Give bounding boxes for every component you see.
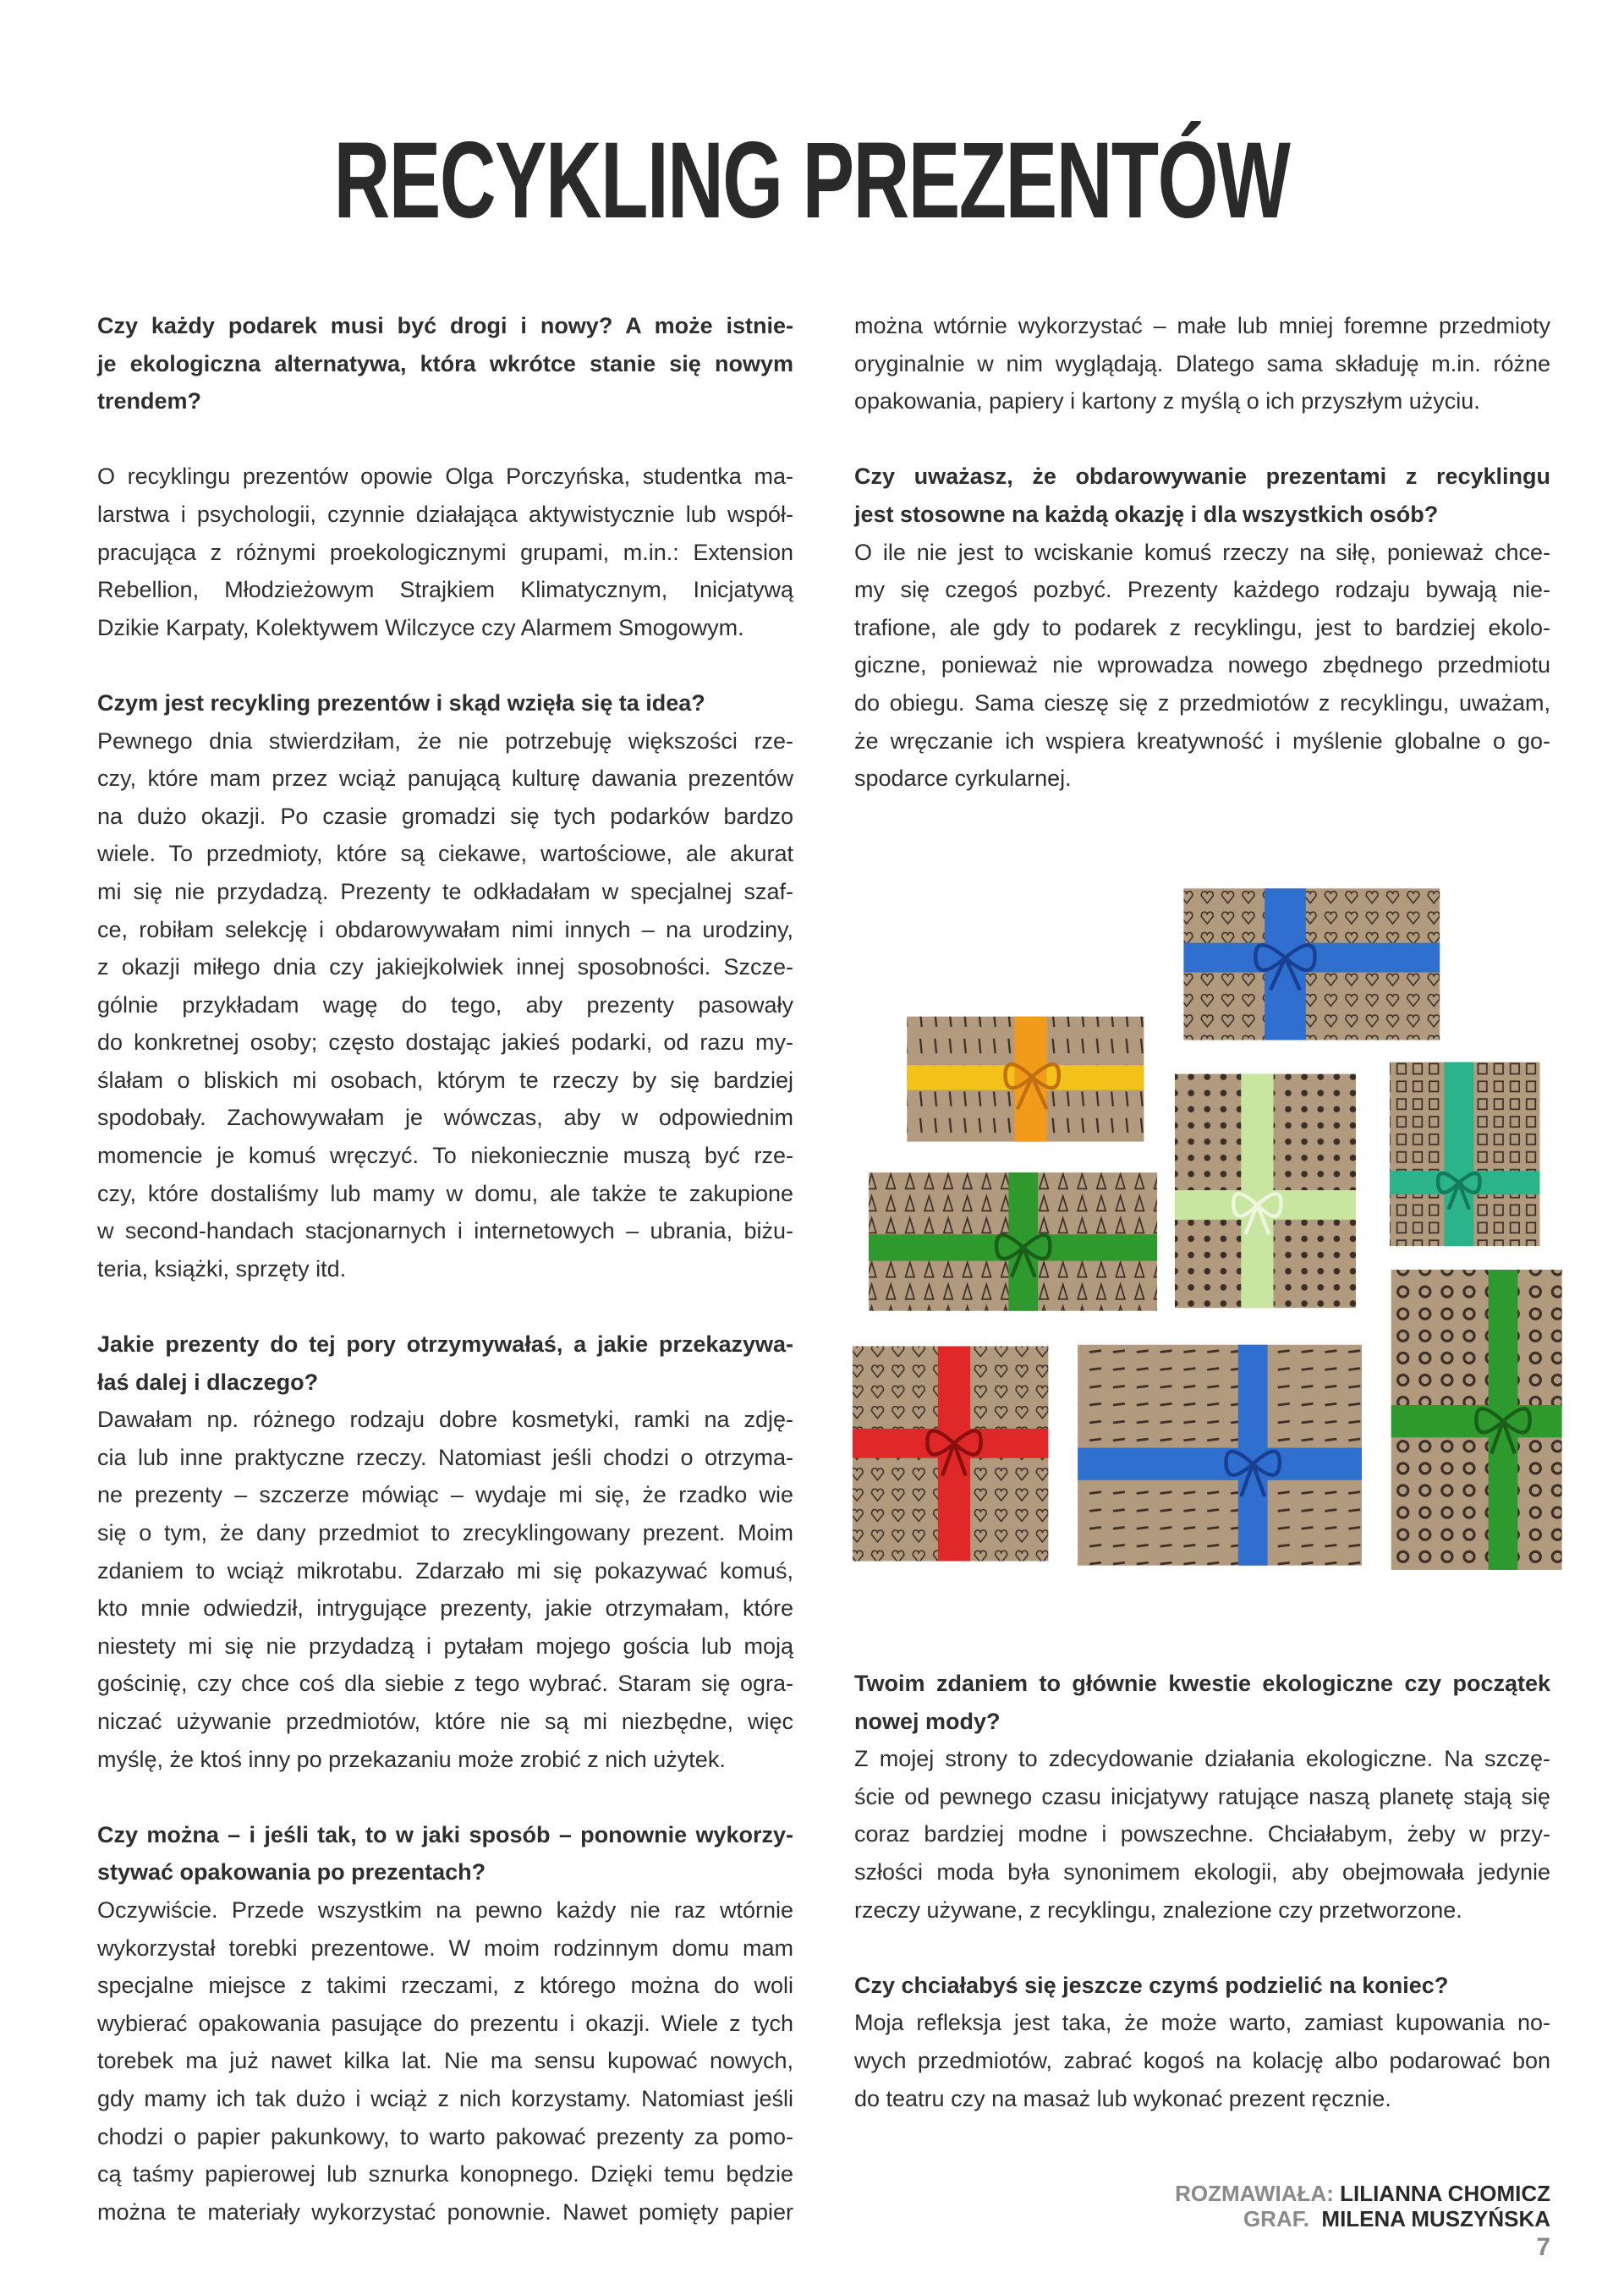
qa-section [854, 1967, 1550, 2117]
text-line: trafione, ale gdy to podarek z recyklingu, jest to bardziej ekolo- [854, 614, 1550, 640]
question-heading [854, 1967, 1550, 2005]
gift-box-lightgreen-dots [1175, 1074, 1356, 1309]
text-line: na dużo okazji. Po czasie gromadzi się tych podarków bardzo [97, 803, 793, 829]
text-line: Z mojej strony to zdecydowanie działania ekologiczne. Na szczę- [854, 1746, 1550, 1772]
text-line: Dzikie Karpaty, Kolektywem Wilczyce czy Alarmem Smogowym. [97, 614, 744, 640]
text-line: Jakie prezenty do tej pory otrzymywałaś, a jakie przekazywa- [97, 1331, 793, 1358]
text-line: wykorzystał torebki prezentowe. W moim rodzinnym domu mam [97, 1935, 793, 1961]
credit-label: ROZMAWIAŁA: [1175, 2181, 1334, 2206]
gift-box-blue-hearts [1183, 888, 1440, 1040]
text-line: Dawałam np. różnego rodzaju dobre kosmetyki, ramki na zdję- [97, 1407, 793, 1433]
right-column-bottom [854, 1665, 1550, 2155]
text-line: Pewnego dnia stwierdziłam, że nie potrzebuję większości rze- [97, 727, 793, 754]
credit-label: GRAF. [1243, 2206, 1309, 2231]
answer-paragraph [854, 534, 1550, 798]
credit-interview [1175, 2181, 1550, 2206]
right-column-top [854, 307, 1550, 835]
question-heading [97, 1816, 793, 1891]
text-line: O recyklingu prezentów opowie Olga Porczyńska, studentka ma- [97, 464, 793, 490]
text-line: Czym jest recykling prezentów i skąd wzięła się ta idea? [97, 689, 705, 716]
answer-paragraph [97, 1401, 793, 1778]
text-line: szłości moda była synonimem ekologii, aby obejmowała jedynie [854, 1858, 1550, 1885]
qa-section [97, 1816, 793, 2231]
text-line: stywać opakowania po prezentach? [97, 1859, 486, 1886]
question-heading [854, 1665, 1550, 1740]
page-number: 7 [1536, 2233, 1550, 2261]
text-line: niczać używanie przedmiotów, które nie są mi niezbędne, więc [97, 1708, 793, 1734]
text-line: chodzi o papier pakunkowy, to warto pakować prezenty za pomo- [97, 2123, 793, 2149]
answer-paragraph [854, 1740, 1550, 1929]
text-line: specjalne miejsce z takimi rzeczami, z którego można do woli [97, 1973, 793, 1999]
text-line: Czy chciałabyś się jeszcze czymś podzielić na koniec? [854, 1972, 1449, 1998]
page-title [0, 120, 1624, 241]
answer-paragraph [97, 722, 793, 1288]
credits [1175, 2181, 1550, 2231]
text-line: że wręczanie ich wspiera kreatywność i myślenie globalne o go- [854, 727, 1550, 754]
qa-section [854, 458, 1550, 797]
text-line: w second-handach stacjonarnych i internetowych – ubrania, biżu- [97, 1218, 793, 1244]
text-line: cia lub inne praktyczne rzeczy. Natomiast jeśli chodzi o otrzyma- [97, 1444, 793, 1470]
text-line: z okazji miłego dnia czy jakiejkolwiek innej sposobności. Szcze- [97, 954, 793, 980]
gift-box-blue-dashes [1078, 1345, 1362, 1566]
text-line: do obiegu. Sama cieszę się z przedmiotów z recyklingu, uważam, [854, 689, 1550, 716]
gift-box-red-hearts [853, 1346, 1048, 1561]
text-line: gólnie przykładam wagę do tego, aby prezenty pasowały [97, 991, 793, 1018]
text-line: się o tym, że dany przedmiot to zrecyklingowany prezent. Moim [97, 1520, 793, 1545]
text-line: trendem? [97, 388, 202, 414]
text-line: O ile nie jest to wciskanie komuś rzeczy na siłę, ponieważ chce- [854, 539, 1550, 565]
text-line: je ekologiczna alternatywa, która wkrótce stanie się nowym [97, 350, 793, 376]
text-line: teria, książki, sprzęty itd. [97, 1255, 347, 1282]
text-line: gościnię, czy chce coś dla siebie z tego wybrać. Staram się ogra- [97, 1671, 793, 1697]
question-heading [854, 458, 1550, 533]
text-line: Twoim zdaniem to głównie kwestie ekologiczne czy początek [854, 1671, 1550, 1696]
paragraph [854, 307, 1550, 420]
text-line: Czy można – i jeśli tak, to w jaki sposób – ponownie wykorzy- [97, 1821, 793, 1847]
text-line: opakowania, papiery i kartony z myślą o ich przyszłym użyciu. [854, 388, 1480, 414]
text-line: my się czegoś pozbyć. Prezenty każdego rodzaju bywają nie- [854, 577, 1550, 603]
text-line: Rebellion, Młodzieżowym Strajkiem Klimatycznym, Inicjatywą [97, 577, 793, 603]
gift-box-green-rings [1391, 1270, 1562, 1570]
left-column [97, 307, 793, 2269]
text-line: oryginalnie w nim wyglądają. Dlatego sama składuję m.in. różne [854, 350, 1550, 376]
text-line: łaś dalej i dlaczego? [97, 1369, 319, 1395]
text-line: wiele. To przedmioty, które są ciekawe, wartościowe, ale akurat [97, 841, 793, 867]
credit-name: LILIANNA CHOMICZ [1340, 2181, 1550, 2206]
text-line: można wtórnie wykorzystać – małe lub mniej foremne przedmioty [854, 313, 1550, 338]
text-line: ślałam o bliskich mi osobach, którym te rzeczy by się bardziej [97, 1067, 793, 1093]
credit-name: MILENA MUSZYŃSKA [1321, 2206, 1550, 2231]
gift-box-green-triangles [869, 1172, 1157, 1311]
text-line: zdaniem to wciąż mikrotabu. Zdarzało mi się pokazywać komuś, [97, 1557, 793, 1584]
question-heading [97, 1326, 793, 1401]
qa-section [97, 684, 793, 1288]
qa-section [854, 1665, 1550, 1929]
text-line: spodarce cyrkularnej. [854, 766, 1072, 792]
text-line: czy, które mam przez wciąż panującą kulturę dawania prezentów [97, 766, 793, 792]
text-line: niestety mi się nie przydadzą i pytałam mojego gościa lub moją [97, 1633, 793, 1659]
text-line: spodobały. Zachowywałam je wówczas, aby w odpowiednim [97, 1105, 793, 1131]
text-line: Czy każdy podarek musi być drogi i nowy? A może istnie- [97, 313, 793, 338]
credit-graphics [1175, 2206, 1550, 2231]
title-text: RECYKLING PREZENTÓW [334, 120, 1290, 241]
text-line: Oczywiście. Przede wszystkim na pewno każdy nie raz wtórnie [97, 1897, 793, 1923]
text-line: ce, robiłam selekcję i obdarowywałam nimi innych – na urodziny, [97, 916, 793, 942]
text-line: larstwa i psychologii, czynnie działająca aktywistycznie lub współ- [97, 501, 793, 527]
text-line: giczne, ponieważ nie wprowadza nowego zbędnego przedmiotu [854, 652, 1550, 678]
text-line: ne prezenty – szczerze mówiąc – wydaje mi się, że rzadko wie [97, 1482, 793, 1508]
lead-question [97, 307, 793, 420]
gift-box-yellow-lines [907, 1017, 1144, 1142]
text-line: nowej mody? [854, 1708, 1001, 1734]
text-line: Czy uważasz, że obdarowywanie prezentami z recyklingu [854, 464, 1550, 490]
text-line: mi się nie przydadzą. Prezenty te odkładałam w specjalnej szaf- [97, 878, 793, 904]
text-line: rzeczy używane, z recyklingu, znalezione czy przetworzone. [854, 1897, 1462, 1923]
text-line: Moja refleksja jest taka, że może warto, zamiast kupowania no- [854, 2010, 1550, 2036]
text-line: wych przedmiotów, zabrać kogoś na kolację albo podarować bon [854, 2047, 1550, 2073]
text-line: torebek ma już nawet kilka lat. Nie ma sensu kupować nowych, [97, 2048, 793, 2074]
answer-paragraph [97, 1891, 793, 2231]
text-line: można te materiały wykorzystać ponownie. Nawet pomięty papier [97, 2198, 793, 2225]
text-line: wybierać opakowania pasujące do prezentu i okazji. Wiele z tych [97, 2010, 793, 2036]
gift-box-teal-squares [1390, 1062, 1539, 1247]
text-line: do konkretnej osoby; często dostając jakieś podarki, od razu my- [97, 1029, 793, 1056]
text-line: myślę, że ktoś inny po przekazaniu może zrobić z nich użytek. [97, 1746, 726, 1772]
text-line: pracująca z różnymi proekologicznymi grupami, m.in.: Extension [97, 539, 793, 565]
text-line: do teatru czy na masaż lub wykonać prezent ręcznie. [854, 2085, 1391, 2111]
paragraph [97, 458, 793, 646]
answer-paragraph [854, 2004, 1550, 2117]
qa-section [97, 1326, 793, 1778]
text-line: gdy mamy ich tak dużo i wciąż z nich korzystamy. Natomiast jeśli [97, 2085, 793, 2111]
text-line: coraz bardziej modne i powszechne. Chciałabym, żeby w przy- [854, 1821, 1550, 1847]
text-line: kto mnie odwiedził, intrygujące prezenty, jakie otrzymałam, które [97, 1595, 793, 1622]
gift-boxes-illustration [841, 876, 1577, 1584]
text-line: momencie je komuś wręczyć. To niekoniecznie muszą być rze- [97, 1143, 793, 1169]
text-line: jest stosowne na każdą okazję i dla wszystkich osób? [854, 501, 1439, 527]
question-heading [97, 684, 793, 722]
text-line: czy, które dostaliśmy lub mamy w domu, ale także te zakupione [97, 1180, 793, 1206]
text-line: cą taśmy papierowej lub sznurka konopnego. Dzięki temu będzie [97, 2161, 793, 2187]
text-line: ście od pewnego czasu inicjatywy ratujące naszą planetę stają się [854, 1783, 1550, 1809]
